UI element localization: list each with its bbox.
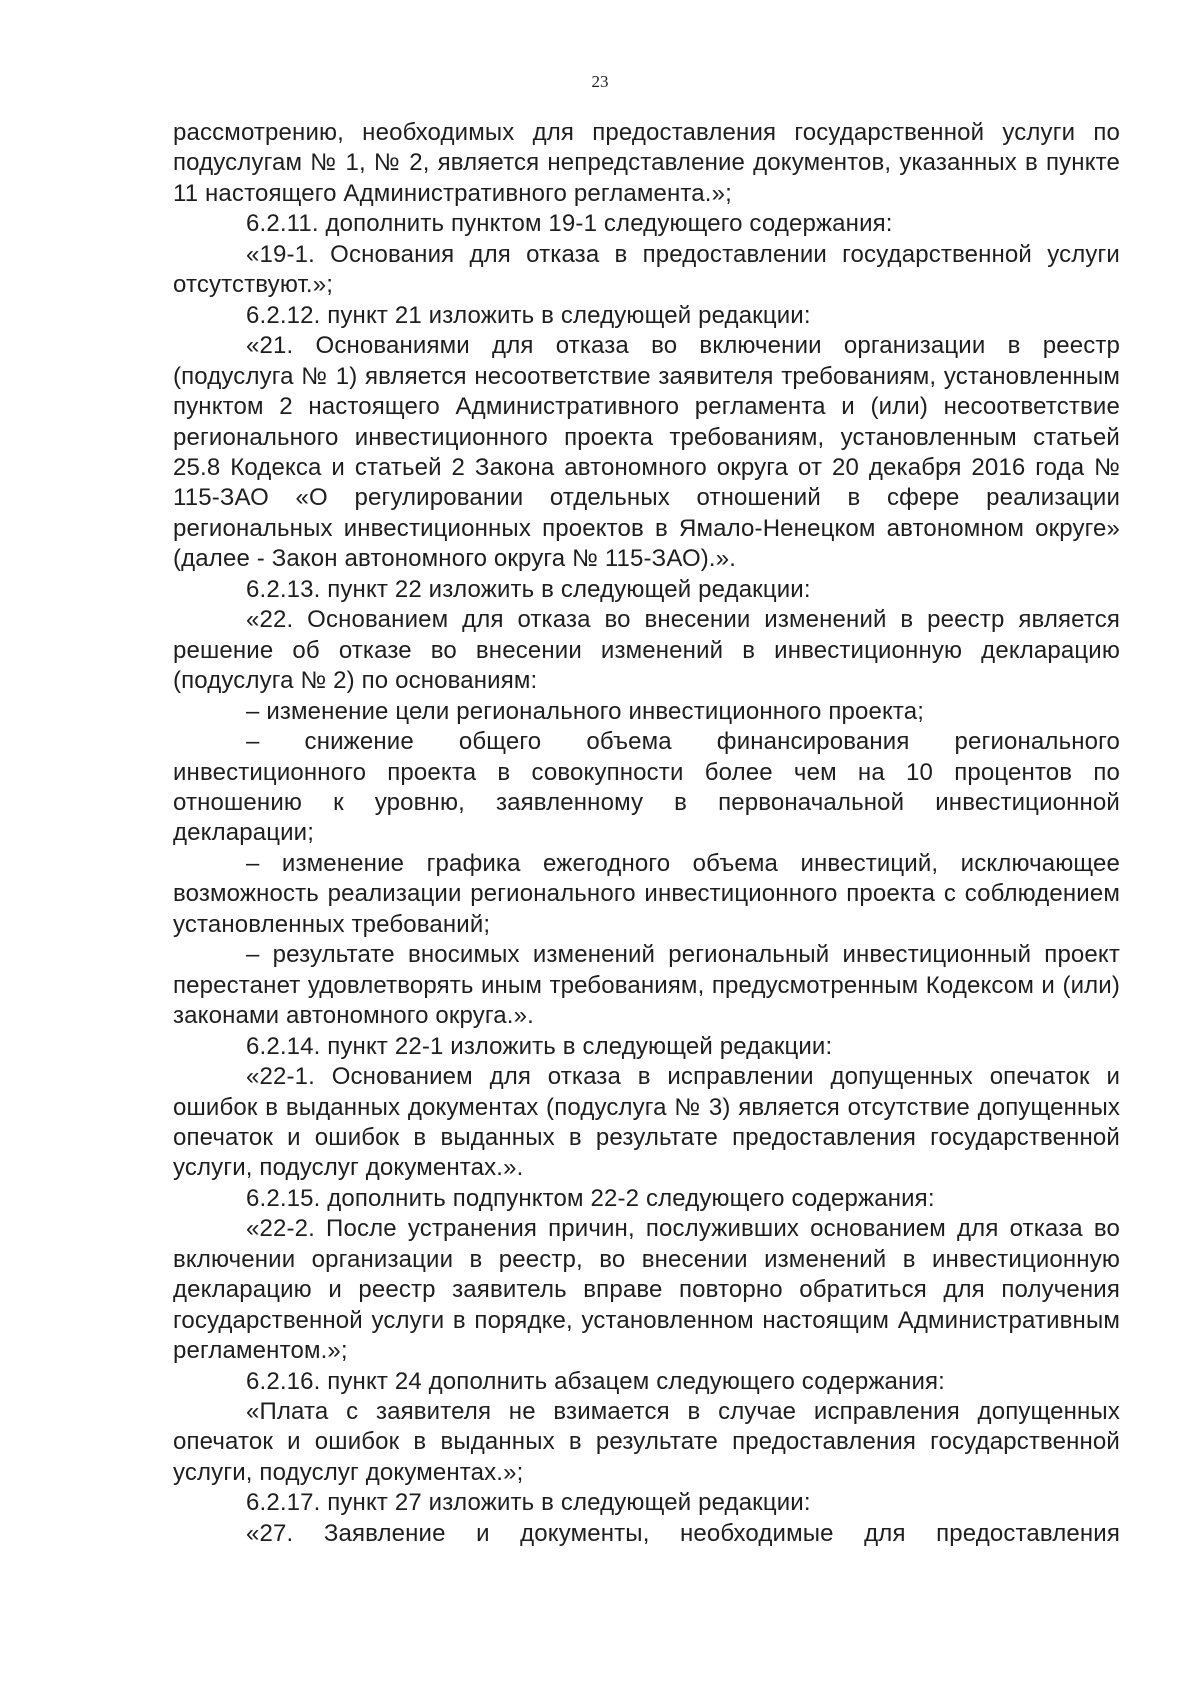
list-item-schedule-change: – изменение графика ежегодного объема инвестиций, исключающее возможность реализации регионального инвестиционного проекта с соблюдением установленных требований; — [173, 849, 1120, 938]
list-item-requirements: – результате вносимых изменений региональный инвестиционный проект перестанет удовлетворять иным требованиям, предусмотренным Кодексом и (или) законами автономного округа.». — [173, 941, 1120, 1030]
paragraph-item-6-2-12: 6.2.12. пункт 21 изложить в следующей редакции: — [246, 301, 811, 329]
list-item-goal-change: – изменение цели регионального инвестиционного проекта; — [246, 697, 925, 725]
paragraph-item-6-2-17: 6.2.17. пункт 27 изложить в следующей редакции: — [246, 1489, 811, 1517]
paragraph-quote-27: «27. Заявление и документы, необходимые для предоставления — [246, 1519, 1120, 1547]
paragraph-item-6-2-11: 6.2.11. дополнить пунктом 19-1 следующего содержания: — [246, 210, 893, 238]
paragraph-item-6-2-15: 6.2.15. дополнить подпунктом 22-2 следующего содержания: — [246, 1184, 935, 1212]
paragraph-item-6-2-14: 6.2.14. пункт 22-1 изложить в следующей редакции: — [246, 1032, 833, 1060]
paragraph-quote-22-2: «22-2. После устранения причин, послуживших основанием для отказа во включении организации в реестр, во внесении изменений в инвестиционную декларацию и реестр заявитель вправе повторно обратиться для получения государственной услуги в порядке, установленном настоящим Административным регламентом.»; — [173, 1215, 1120, 1365]
paragraph-item-6-2-13: 6.2.13. пункт 22 изложить в следующей редакции: — [246, 575, 811, 603]
paragraph-quote-19-1: «19-1. Основания для отказа в предоставлении государственной услуги отсутствуют.»; — [173, 240, 1120, 299]
paragraph-quote-22-1: «22-1. Основанием для отказа в исправлении допущенных опечаток и ошибок в выданных документах (подуслуга № 3) является отсутствие допущенных опечаток и ошибок в выданных в результате предоставления государственной услуги, подуслуг документах.». — [173, 1063, 1120, 1182]
paragraph-continuation: рассмотрению, необходимых для предоставления государственной услуги по подуслугам № 1, № 2, является непредставление документов, указанных в пункте 11 настоящего Административного регламента.»; — [173, 119, 1120, 207]
paragraph-quote-fee: «Плата с заявителя не взимается в случае исправления допущенных опечаток и ошибок в выданных в результате предоставления государственной услуги, подуслуг документах.»; — [173, 1398, 1120, 1486]
page-number: 23 — [591, 72, 609, 91]
paragraph-quote-22: «22. Основанием для отказа во внесении изменений в реестр является решение об отказе во внесении изменений в инвестиционную декларацию (подуслуга № 2) по основаниям: — [173, 606, 1120, 695]
document-body — [173, 118, 1120, 1549]
paragraph-item-6-2-16: 6.2.16. пункт 24 дополнить абзацем следующего содержания: — [246, 1367, 945, 1395]
list-item-funding-decrease: – снижение общего объема финансирования регионального инвестиционного проекта в совокупности более чем на 10 процентов по отношению к уровню, заявленному в первоначальной инвестиционной декларации; — [173, 728, 1120, 847]
paragraph-quote-21: «21. Основаниями для отказа во включении организации в реестр (подуслуга № 1) является несоответствие заявителя требованиям, установленным пунктом 2 настоящего Административного регламента и (или) несоответствие регионального инвестиционного проекта требованиям, установленным статьей 25.8 Кодекса и статьей 2 Закона автономного округа от 20 декабря 2016 года № 115-ЗАО «О регулировании отдельных отношений в сфере реализации региональных инвестиционных проектов в Ямало-Ненецком автономном округе» (далее - Закон автономного округа № 115-ЗАО).». — [173, 332, 1120, 573]
